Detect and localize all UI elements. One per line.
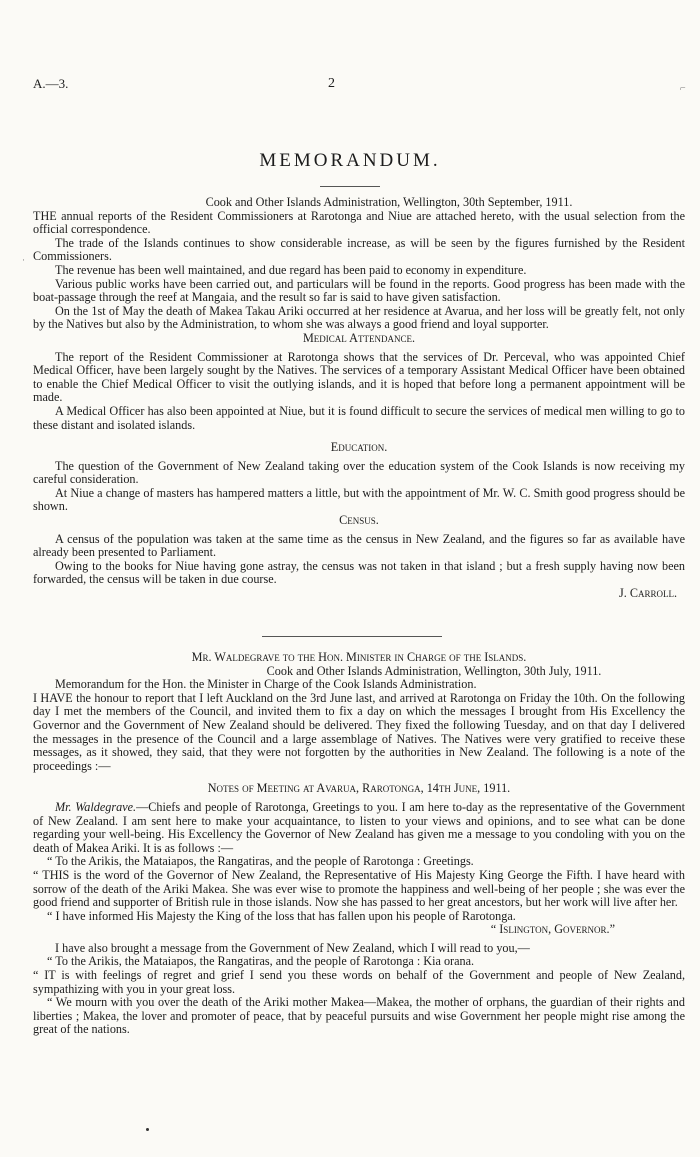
quote-paragraph: “ IT is with feelings of regret and grief I send you these words on behalf of the Government and people of New Zealand, sympathizing with you in your great loss. [33, 968, 685, 996]
paragraph: The trade of the Islands continues to show considerable increase, as will be seen by the figures furnished by the Resident Commissioners. [33, 235, 685, 264]
paragraph: The report of the Resident Commissioner at Rarotonga shows that the services of Dr. Perceval, who was appointed Chief Medical Officer, have been largely sought by the Natives. The services of a temporary Assistant Medical Officer have been obtained to enable the Chief Medical Officer to visit the outlying islands, and it is hoped that before long a permanent appointment will be made. [33, 349, 685, 405]
paragraph: On the 1st of May the death of Makea Takau Ariki occurred at her residence at Avarua, and her loss will be greatly felt, not only by the Natives but also by the Administration, to whom she was always a good friend and loyal supporter. [33, 303, 685, 332]
paragraph: I HAVE the honour to report that I left Auckland on the 3rd June last, and arrived at Rarotonga on Friday the 10th. On the following day I met the members of the Council, and invited them to fix a day on which the messages I brought from His Excellency the Governor and the Government of New Zealand should be delivered. They fixed the following Tuesday, and on that day I delivered the messages in the presence of the Council and a large assemblage of Natives. The Natives were very gratified to receive these messages, as it showed, they said, that they were not forgotten by the authorities in New Zealand. The following is a note of the proceedings :— [33, 690, 685, 773]
document-reference: A.—3. [33, 76, 69, 91]
section-heading-education: Education. [330, 440, 388, 455]
ink-dot [146, 1128, 149, 1131]
speaker-name: Mr. Waldegrave. [55, 799, 137, 814]
paragraph: The revenue has been well maintained, and due regard has been paid to economy in expenditure. [55, 262, 527, 277]
paragraph: Memorandum for the Hon. the Minister in Charge of the Cook Islands Administration. [55, 677, 477, 692]
page-title: MEMORANDUM. [259, 150, 441, 171]
section-heading-census: Census. [339, 513, 379, 528]
paragraph [33, 801, 685, 855]
paragraph: THE annual reports of the Resident Commissioners at Rarotonga and Niue are attached hereto, with the usual selection from the official correspondence. [33, 208, 685, 237]
section-heading-notes: Notes of Meeting at Avarua, Rarotonga, 14th June, 1911. [207, 781, 511, 796]
divider [262, 636, 442, 637]
paragraph: Owing to the books for Niue having gone astray, the census was not taken in that island ; but a fresh supply having now been forwarded, the census will be taken in due course. [33, 558, 685, 587]
paragraph: Various public works have been carried out, and particulars will be found in the reports. Good progress has been made with the boat-passage through the reef at Mangaia, and the result so far is said to have given satisfaction. [33, 276, 685, 305]
memorandum-body [33, 196, 685, 601]
divider [320, 186, 380, 187]
memo-dateline: Cook and Other Islands Administration, Wellington, 30th September, 1911. [205, 195, 573, 209]
quote-signature: “ Islington, Governor.” [490, 922, 615, 937]
quote-line: “ To the Arikis, the Mataiapos, the Rangatiras, and the people of Rarotonga : Kia orana. [47, 954, 475, 969]
paragraph: The question of the Government of New Zealand taking over the education system of the Cook Islands is now receiving my careful consideration. [33, 458, 685, 487]
paragraph: A census of the population was taken at the same time as the census in New Zealand, and the figures so far as available have already been presented to Parliament. [33, 531, 685, 560]
paragraph: At Niue a change of masters has hampered matters a little, but with the appointment of Mr. W. C. Smith good progress should be shown. [33, 485, 685, 514]
quote-paragraph: “ We mourn with you over the death of the Ariki mother Makea—Makea, the mother of orphans, the guardian of their rights and liberties ; Makea, the lover and promoter of peace, that by peaceful pursuits and wise Government her people might rise among the great of the nations. [33, 995, 685, 1037]
letter-body [33, 651, 685, 1037]
quote-line: “ To the Arikis, the Mataiapos, the Rangatiras, and the people of Rarotonga : Greetings. [47, 854, 474, 869]
letter-dateline: Cook and Other Islands Administration, Wellington, 30th July, 1911. [266, 663, 602, 678]
signature: J. Carroll. [618, 586, 677, 601]
margin-mark: · [22, 255, 25, 265]
paragraph: I have also brought a message from the Government of New Zealand, which I will read to you,— [55, 940, 530, 955]
speech-text: —Chiefs and people of Rarotonga, Greetings to you. I am here to-day as the representative of the Government of New Zealand. I am sent here to make your acquaintance, to listen to your views and opinions, and to see what can be done regarding your well-being. His Excellency the Governor of New Zealand has given me a message to you condoling with you on the death of Makea Ariki. It is as follows :— [33, 799, 686, 855]
paragraph: A Medical Officer has also been appointed at Niue, but it is found difficult to secure the services of medical men willing to go to these distant and isolated islands. [33, 403, 685, 432]
quote-line: “ I have informed His Majesty the King of the loss that has fallen upon his people of Rarotonga. [47, 908, 516, 923]
letter-heading: Mr. Waldegrave to the Hon. Minister in Charge of the Islands. [191, 650, 527, 664]
margin-mark: ⌐ [680, 83, 686, 94]
quote-paragraph: “ THIS is the word of the Governor of New Zealand, the Representative of His Majesty King George the Fifth. I have heard with sorrow of the death of the Ariki Makea. She was ever wise to promote the happiness and well-being of her people ; she was ever the good friend and supporter of British rule in those islands. Now she has passed to her great ancestors, but her work will live after her. [33, 867, 685, 910]
section-heading-medical: Medical Attendance. [302, 330, 416, 345]
page-number: 2 [328, 76, 335, 91]
